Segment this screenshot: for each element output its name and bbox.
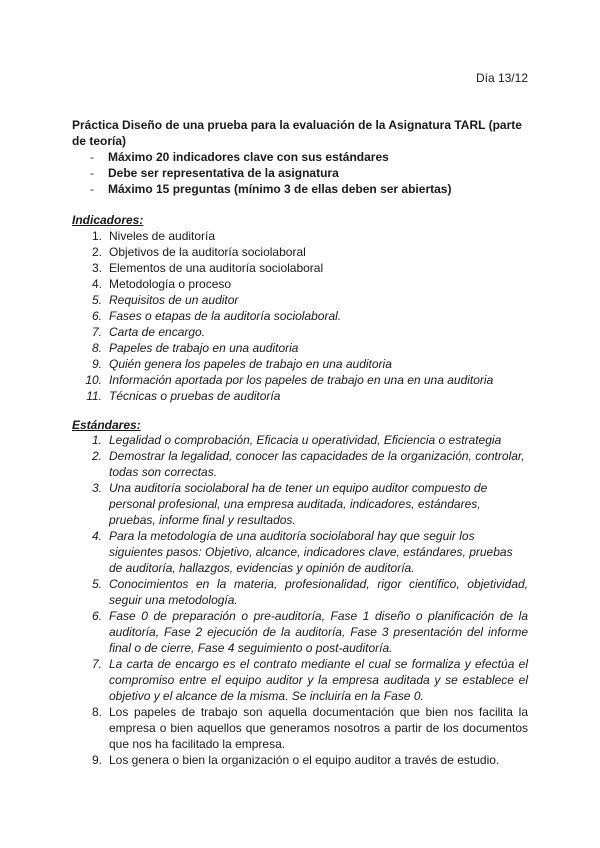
- item-number: 6.: [91, 309, 102, 323]
- item-number: 4.: [91, 277, 102, 291]
- item-text: Metodología o proceso: [109, 277, 232, 291]
- item-text: Técnicas o pruebas de auditoría: [109, 389, 281, 403]
- list-item: [72, 324, 528, 340]
- list-item: [72, 656, 528, 704]
- item-number: 2.: [91, 449, 102, 463]
- item-text: La carta de encargo es el contrato mediante el cual se formaliza y efectúa el compromiso entre el equipo auditor y la empresa auditada y se establece el objetivo y el alcance de la misma. Se incluiría en la Fase 0.: [109, 657, 528, 703]
- item-number: 3.: [91, 261, 102, 275]
- requirement-item: - Máximo 15 preguntas (mínimo 3 de ellas deben ser abiertas): [90, 181, 530, 197]
- item-text: Demostrar la legalidad, conocer las capacidades de la organización, controlar, todas son correctas.: [109, 449, 525, 479]
- item-number: 10.: [85, 373, 102, 387]
- indicadores-heading: Indicadores:: [72, 213, 144, 227]
- date-label: Día 13/12: [475, 71, 528, 85]
- item-number: 8.: [91, 341, 102, 355]
- list-item: [72, 292, 528, 308]
- list-item: [72, 260, 528, 276]
- item-text: Niveles de auditoría: [109, 229, 216, 243]
- requirement-item: - Máximo 20 indicadores clave con sus estándares: [90, 149, 530, 165]
- item-number: 11.: [86, 389, 102, 403]
- item-text: Fases o etapas de la auditoría sociolaboral.: [109, 309, 342, 323]
- item-number: 4.: [91, 529, 102, 543]
- item-number: 1.: [91, 433, 102, 447]
- item-text: Papeles de trabajo en una auditoria: [109, 341, 299, 355]
- list-item: [72, 448, 528, 480]
- item-text: Los papeles de trabajo son aquella documentación que bien nos facilita la empresa o bien aquellos que generamos nosotros a partir de los documentos que nos ha facilitado la empresa.: [109, 705, 528, 751]
- list-item: [72, 528, 528, 576]
- item-text: Conocimientos en la materia, profesionalidad, rigor científico, objetividad, seguir una metodología.: [109, 577, 528, 607]
- list-item: [72, 372, 528, 388]
- item-text: Fase 0 de preparación o pre-auditoría, Fase 1 diseño o planificación de la auditoría, Fase 2 ejecución de la auditoría, Fase 3 presentación del informe final o de cierre, Fase 4 seguimiento o post-auditoría.: [109, 609, 528, 655]
- list-item: [72, 276, 528, 292]
- item-text: Objetivos de la auditoría sociolaboral: [109, 245, 306, 259]
- list-item: [72, 244, 528, 260]
- item-number: 5.: [91, 293, 102, 307]
- document-title: Práctica Diseño de una prueba para la evaluación de la Asignatura TARL (parte de teoría): [72, 118, 522, 148]
- indicadores-list: [72, 228, 528, 404]
- item-number: 9.: [91, 357, 102, 371]
- item-number: 6.: [91, 609, 102, 623]
- item-number: 3.: [91, 481, 102, 495]
- item-number: 5.: [91, 577, 102, 591]
- item-text: Información aportada por los papeles de trabajo en una en una auditoria: [109, 373, 494, 387]
- list-item: [72, 576, 528, 608]
- list-item: [72, 704, 528, 752]
- item-number: 8.: [91, 705, 102, 719]
- estandares-list: [72, 432, 528, 768]
- item-number: 9.: [91, 753, 102, 767]
- item-text: Para la metodología de una auditoría sociolaboral hay que seguir los siguientes pasos: Objetivo, alcance, indicadores clave, estándares, pruebas de auditoría, hallazgos, evidencias y opinión de auditoría.: [109, 529, 513, 575]
- item-text: Requisitos de un auditor: [109, 293, 239, 307]
- requirement-item: - Debe ser representativa de la asignatura: [90, 165, 530, 181]
- list-item: [72, 308, 528, 324]
- item-text: Carta de encargo.: [109, 325, 206, 339]
- item-number: 7.: [91, 325, 102, 339]
- list-item: [72, 752, 528, 768]
- item-number: 1.: [91, 229, 102, 243]
- item-text: Una auditoría sociolaboral ha de tener un equipo auditor compuesto de personal profesional, una empresa auditada, indicadores, estándares, pruebas, informe final y resultados.: [109, 481, 488, 527]
- requirements-list: [90, 149, 530, 197]
- estandares-heading: Estándares:: [72, 418, 141, 432]
- item-text: Elementos de una auditoría sociolaboral: [109, 261, 324, 275]
- list-item: [72, 228, 528, 244]
- item-text: Quién genera los papeles de trabajo en una auditoria: [109, 357, 392, 371]
- list-item: [72, 480, 528, 528]
- item-number: 7.: [91, 657, 102, 671]
- item-text: Los genera o bien la organización o el equipo auditor a través de estudio.: [109, 753, 500, 767]
- list-item: [72, 608, 528, 656]
- list-item: [72, 340, 528, 356]
- list-item: [72, 432, 528, 448]
- item-number: 2.: [91, 245, 102, 259]
- list-item: [72, 356, 528, 372]
- item-text: Legalidad o comprobación, Eficacia u operatividad, Eficiencia o estrategia: [109, 433, 502, 447]
- list-item: [72, 388, 528, 404]
